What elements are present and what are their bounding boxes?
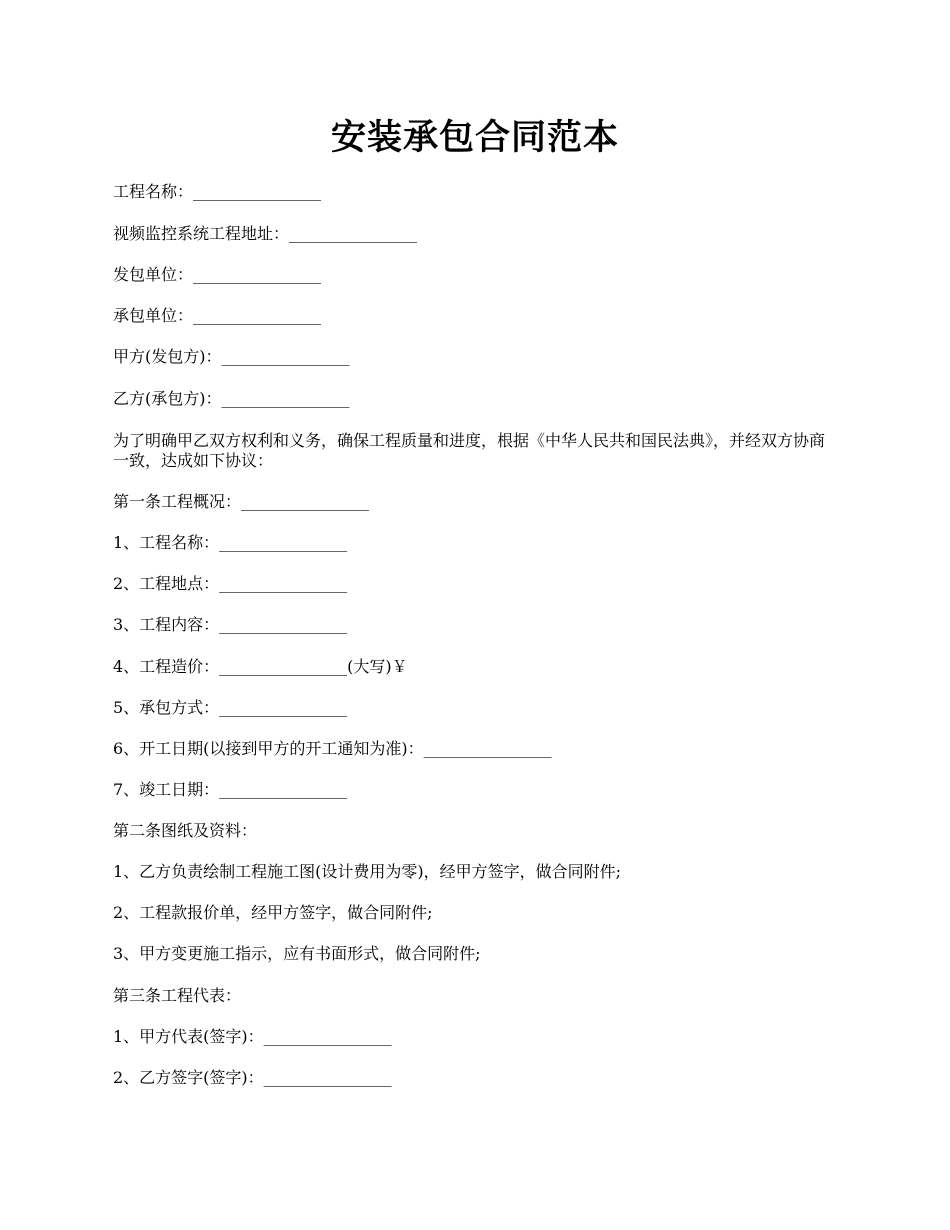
article-2-item-1: 1、乙方负责绘制工程施工图(设计费用为零)，经甲方签字，做合同附件; (113, 862, 622, 881)
article-2-heading: 第二条图纸及资料： (113, 821, 258, 840)
article-1-item-5: 5、承包方式：________________ (113, 698, 348, 717)
article-1-item-1: 1、工程名称：________________ (113, 533, 348, 552)
article-1-item-7: 7、竣工日期：________________ (113, 780, 348, 799)
field-employer-unit: 发包单位：________________ (113, 265, 322, 284)
field-project-address: 视频监控系统工程地址：________________ (113, 224, 418, 243)
article-1-item-2: 2、工程地点：________________ (113, 574, 348, 593)
article-1-heading: 第一条工程概况：________________ (113, 492, 370, 511)
preamble-paragraph: 为了明确甲乙双方权利和义务，确保工程质量和进度，根据《中华人民共和国民法典》，并经双方协商一致，达成如下协议： (113, 431, 826, 470)
article-3-item-1: 1、甲方代表(签字)：________________ (113, 1027, 392, 1046)
article-3-item-2: 2、乙方签字(签字)：________________ (113, 1068, 392, 1087)
article-3-heading: 第三条工程代表： (113, 986, 242, 1005)
field-party-a: 甲方(发包方)：________________ (113, 347, 350, 366)
article-1-item-6: 6、开工日期(以接到甲方的开工通知为准)：________________ (113, 739, 552, 758)
document-title: 安装承包合同范本 (330, 118, 619, 158)
article-1-item-4: 4、工程造价：________________(大写)￥ (113, 657, 408, 676)
article-2-item-2: 2、工程款报价单，经甲方签字，做合同附件; (113, 903, 433, 922)
article-2-item-3: 3、甲方变更施工指示，应有书面形式，做合同附件; (113, 944, 481, 963)
field-contractor-unit: 承包单位：________________ (113, 306, 322, 325)
article-1-item-3: 3、工程内容：________________ (113, 615, 348, 634)
field-party-b: 乙方(承包方)：________________ (113, 389, 350, 408)
field-project-name: 工程名称：________________ (113, 182, 322, 201)
